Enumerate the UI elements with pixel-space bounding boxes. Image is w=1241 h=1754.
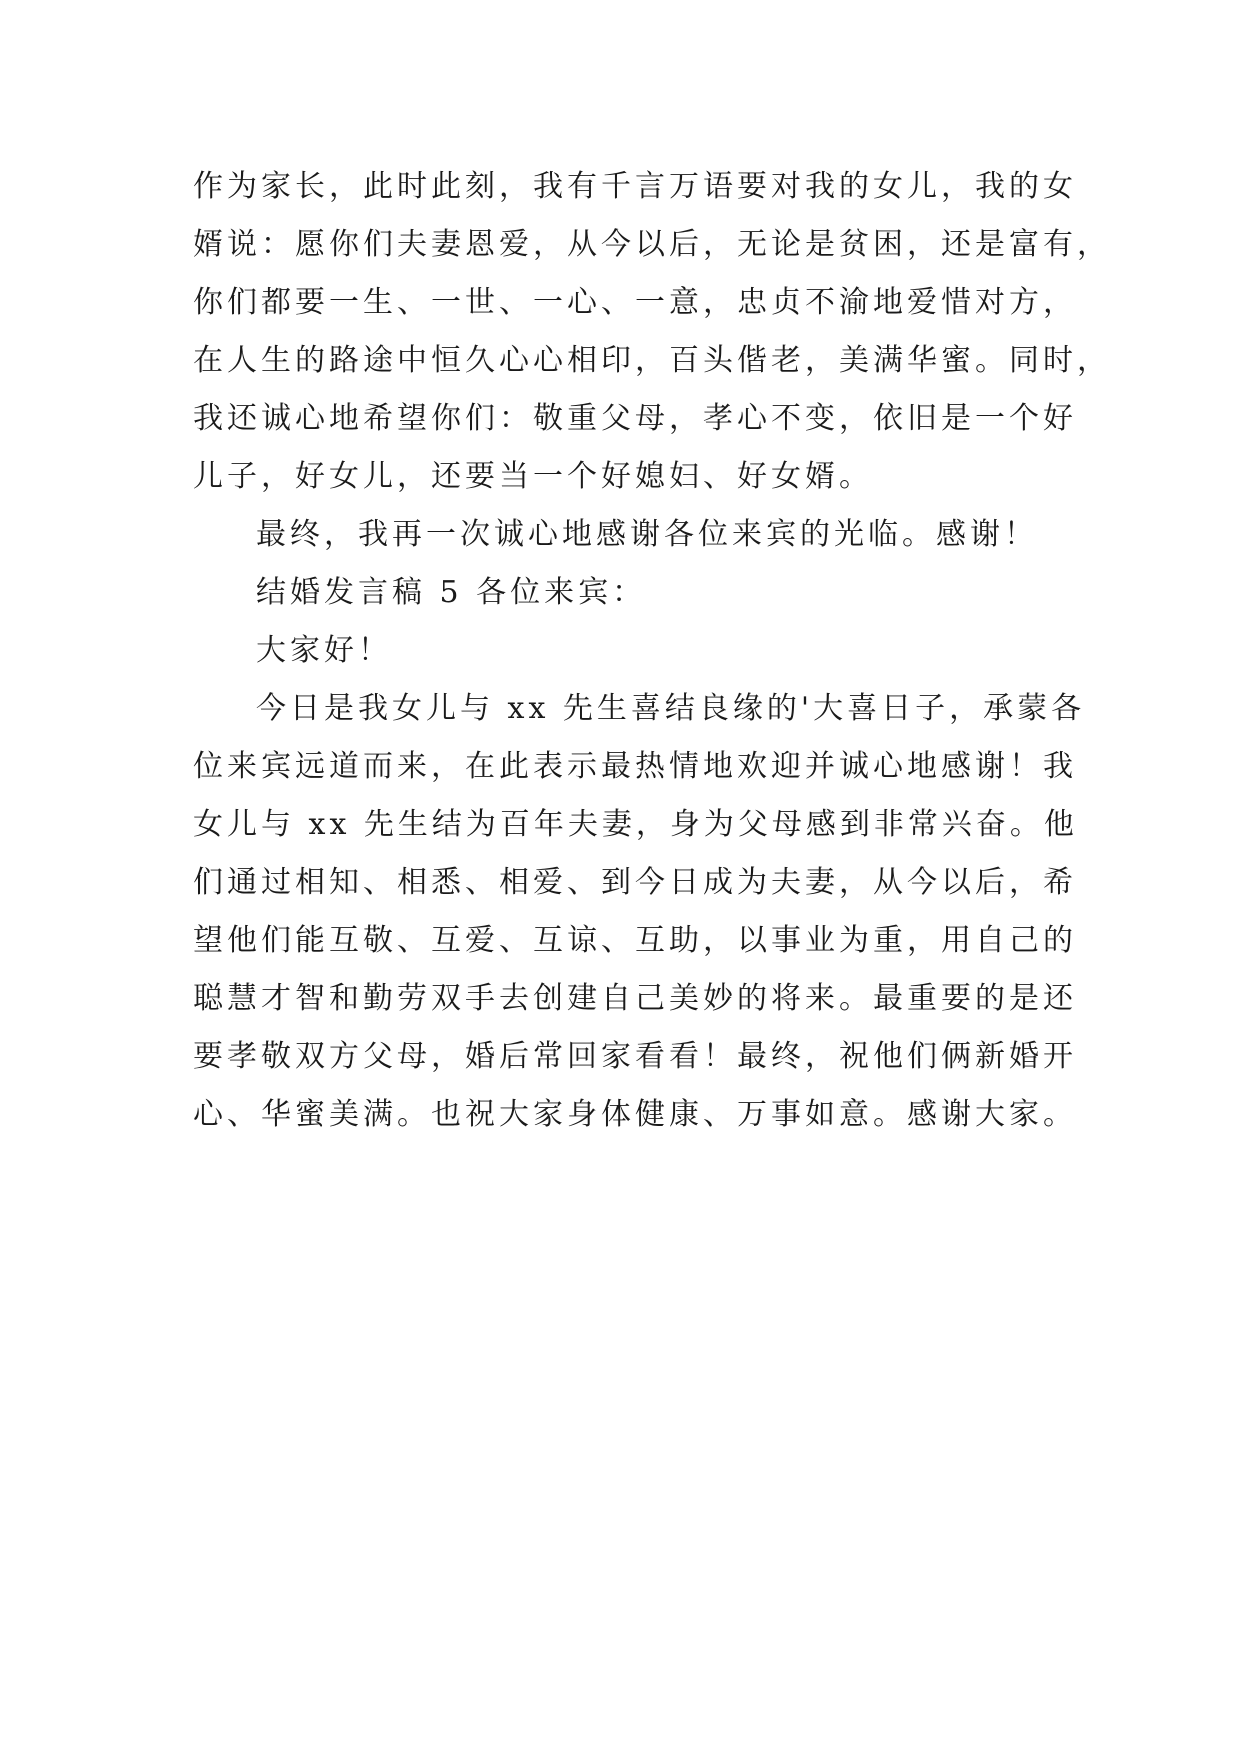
body-text-line: 位来宾远道而来，在此表示最热情地欢迎并诚心地感谢！我 — [193, 749, 1077, 784]
body-text-line: 儿子，好女儿，还要当一个好媳妇、好女婿。 — [193, 459, 873, 494]
closing-line: 最终，我再一次诚心地感谢各位来宾的光临。感谢！ — [256, 517, 1038, 552]
body-text-line: 女儿与 xx 先生结为百年夫妻，身为父母感到非常兴奋。他 — [193, 807, 1078, 842]
body-text-line: 今日是我女儿与 xx 先生喜结良缘的'大喜日子，承蒙各 — [256, 691, 1086, 726]
body-text-line: 作为家长，此时此刻，我有千言万语要对我的女儿，我的女 — [193, 169, 1077, 204]
body-text-line: 们通过相知、相悉、相爱、到今日成为夫妻，从今以后，希 — [193, 865, 1077, 900]
body-text-line: 心、华蜜美满。也祝大家身体健康、万事如意。感谢大家。 — [193, 1097, 1077, 1132]
body-text-line: 你们都要一生、一世、一心、一意，忠贞不渝地爱惜对方， — [193, 285, 1077, 320]
body-text-line: 在人生的路途中恒久心心相印，百头偕老，美满华蜜。同时， — [193, 343, 1111, 378]
greeting-line: 大家好！ — [256, 633, 392, 668]
body-text-line: 聪慧才智和勤劳双手去创建自己美妙的将来。最重要的是还 — [193, 981, 1077, 1016]
body-text-line: 婿说：愿你们夫妻恩爱，从今以后，无论是贫困，还是富有， — [193, 227, 1111, 262]
body-text-line: 要孝敬双方父母，婚后常回家看看！最终，祝他们俩新婚开 — [193, 1039, 1077, 1074]
body-text-line: 望他们能互敬、互爱、互谅、互助，以事业为重，用自己的 — [193, 923, 1077, 958]
body-text-line: 我还诚心地希望你们：敬重父母，孝心不变，依旧是一个好 — [193, 401, 1077, 436]
speech-heading: 结婚发言稿 5 各位来宾： — [256, 575, 647, 610]
